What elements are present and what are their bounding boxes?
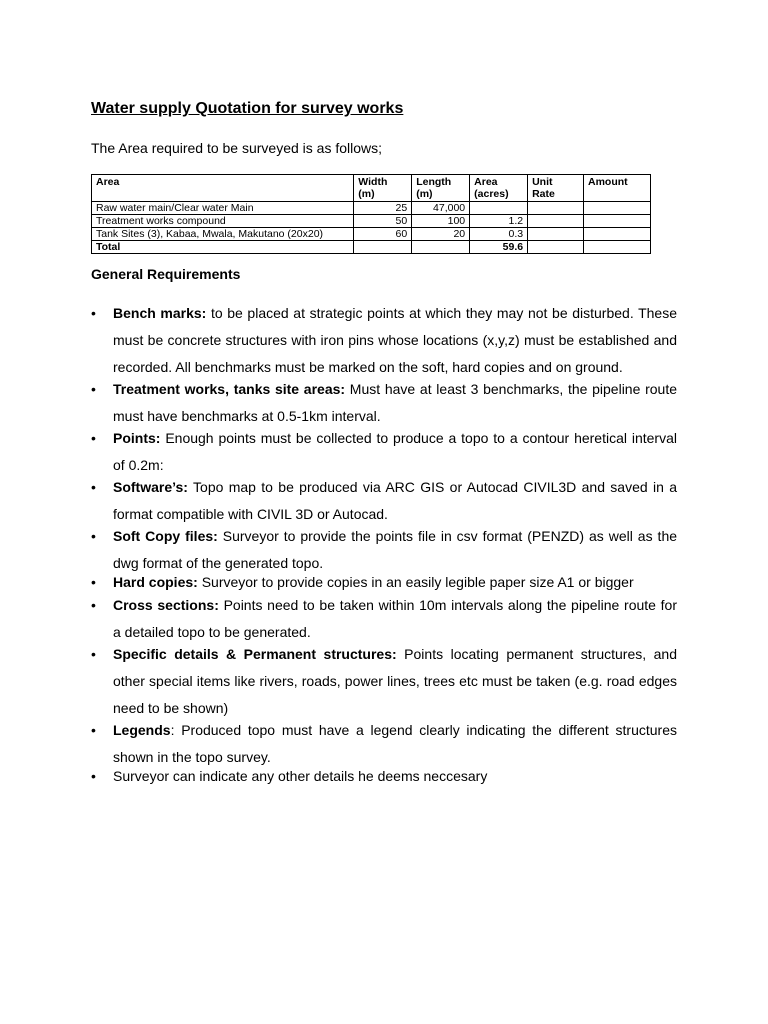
cell-width <box>354 241 412 254</box>
header-unit-rate: Unit Rate <box>528 175 584 202</box>
cell-length: 47,000 <box>412 202 470 215</box>
header-area: Area <box>92 175 354 202</box>
cell-length <box>412 241 470 254</box>
list-item <box>91 572 677 592</box>
cell-area: Raw water main/Clear water Main <box>92 202 354 215</box>
bullet-icon: • <box>91 528 96 544</box>
cell-acres: 1.2 <box>470 215 528 228</box>
list-item <box>91 425 677 479</box>
bullet-icon: • <box>91 768 96 784</box>
list-item <box>91 376 677 430</box>
bullet-icon: • <box>91 597 96 613</box>
cell-unit-rate <box>528 202 584 215</box>
total-label: Total <box>92 241 354 254</box>
requirement-text: Surveyor to provide the points file in csv format (PENZD) as well as the dwg format of the generated topo. <box>113 528 678 571</box>
bullet-icon: • <box>91 574 96 590</box>
intro-text: The Area required to be surveyed is as follows; <box>91 140 383 156</box>
table-total-row <box>92 241 651 254</box>
cell-width: 60 <box>354 228 412 241</box>
table-row <box>92 202 651 215</box>
cell-length: 20 <box>412 228 470 241</box>
cell-amount <box>584 228 651 241</box>
cell-length: 100 <box>412 215 470 228</box>
requirement-text: Surveyor to provide copies in an easily legible paper size A1 or bigger <box>197 574 634 590</box>
bullet-icon: • <box>91 722 96 738</box>
cell-unit-rate <box>528 241 584 254</box>
bullet-icon: • <box>91 381 96 397</box>
cell-amount <box>584 215 651 228</box>
requirement-term: Specific details & Permanent structures: <box>113 646 397 662</box>
cell-width: 25 <box>354 202 412 215</box>
requirement-term: Bench marks: <box>113 305 207 321</box>
list-item <box>91 523 677 577</box>
list-item <box>91 641 677 722</box>
list-item <box>91 592 677 646</box>
table-row <box>92 215 651 228</box>
header-width: Width (m) <box>354 175 412 202</box>
requirement-text: Enough points must be collected to produce a topo to a contour heretical interval of 0.2m: <box>113 430 677 473</box>
bullet-icon: • <box>91 305 96 321</box>
requirements-heading: General Requirements <box>91 266 241 282</box>
requirement-term: Treatment works, tanks site areas: <box>113 381 346 397</box>
requirement-text: to be placed at strategic points at which they may not be disturbed. These must be concrete structures with iron pins whose locations (x,y,z) must be established and recorded. All benchmarks must be marked on the soft, hard copies and on ground. <box>113 305 677 375</box>
cell-width: 50 <box>354 215 412 228</box>
list-item <box>91 474 677 528</box>
cell-area: Tank Sites (3), Kabaa, Mwala, Makutano (20x20) <box>92 228 354 241</box>
bullet-icon: • <box>91 430 96 446</box>
requirement-text: Surveyor can indicate any other details he deems neccesary <box>113 768 488 784</box>
list-item <box>91 766 677 786</box>
bullet-icon: • <box>91 646 96 662</box>
list-item <box>91 300 677 381</box>
header-length: Length (m) <box>412 175 470 202</box>
requirement-text: : Produced topo must have a legend clearly indicating the different structures shown in the topo survey. <box>113 722 677 765</box>
table-header-row <box>92 175 651 202</box>
requirement-term: Software’s: <box>113 479 188 495</box>
header-amount: Amount <box>584 175 651 202</box>
cell-acres: 0.3 <box>470 228 528 241</box>
cell-acres <box>470 202 528 215</box>
requirement-text: Topo map to be produced via ARC GIS or Autocad CIVIL3D and saved in a format compatible with CIVIL 3D or Autocad. <box>113 479 677 522</box>
total-acres: 59.6 <box>470 241 528 254</box>
list-item <box>91 717 677 771</box>
requirement-text: Must have at least 3 benchmarks, the pipeline route must have benchmarks at 0.5-1km interval. <box>113 381 678 424</box>
requirement-text: Points need to be taken within 10m intervals along the pipeline route for a detailed topo to be generated. <box>113 597 677 640</box>
cell-unit-rate <box>528 228 584 241</box>
bullet-icon: • <box>91 479 96 495</box>
document-title: Water supply Quotation for survey works <box>91 100 404 117</box>
cell-amount <box>584 202 651 215</box>
requirement-term: Points: <box>113 430 161 446</box>
cell-amount <box>584 241 651 254</box>
requirements-list <box>91 300 677 786</box>
area-table <box>91 174 651 254</box>
table-row <box>92 228 651 241</box>
requirement-term: Legends <box>113 722 171 738</box>
cell-area: Treatment works compound <box>92 215 354 228</box>
requirement-text: Points locating permanent structures, and other special items like rivers, roads, power lines, trees etc must be taken (e.g. road edges need to be shown) <box>113 646 677 716</box>
requirement-term: Cross sections: <box>113 597 219 613</box>
requirement-term: Hard copies: <box>113 574 198 590</box>
requirement-term: Soft Copy files: <box>113 528 218 544</box>
header-acres: Area (acres) <box>470 175 528 202</box>
cell-unit-rate <box>528 215 584 228</box>
